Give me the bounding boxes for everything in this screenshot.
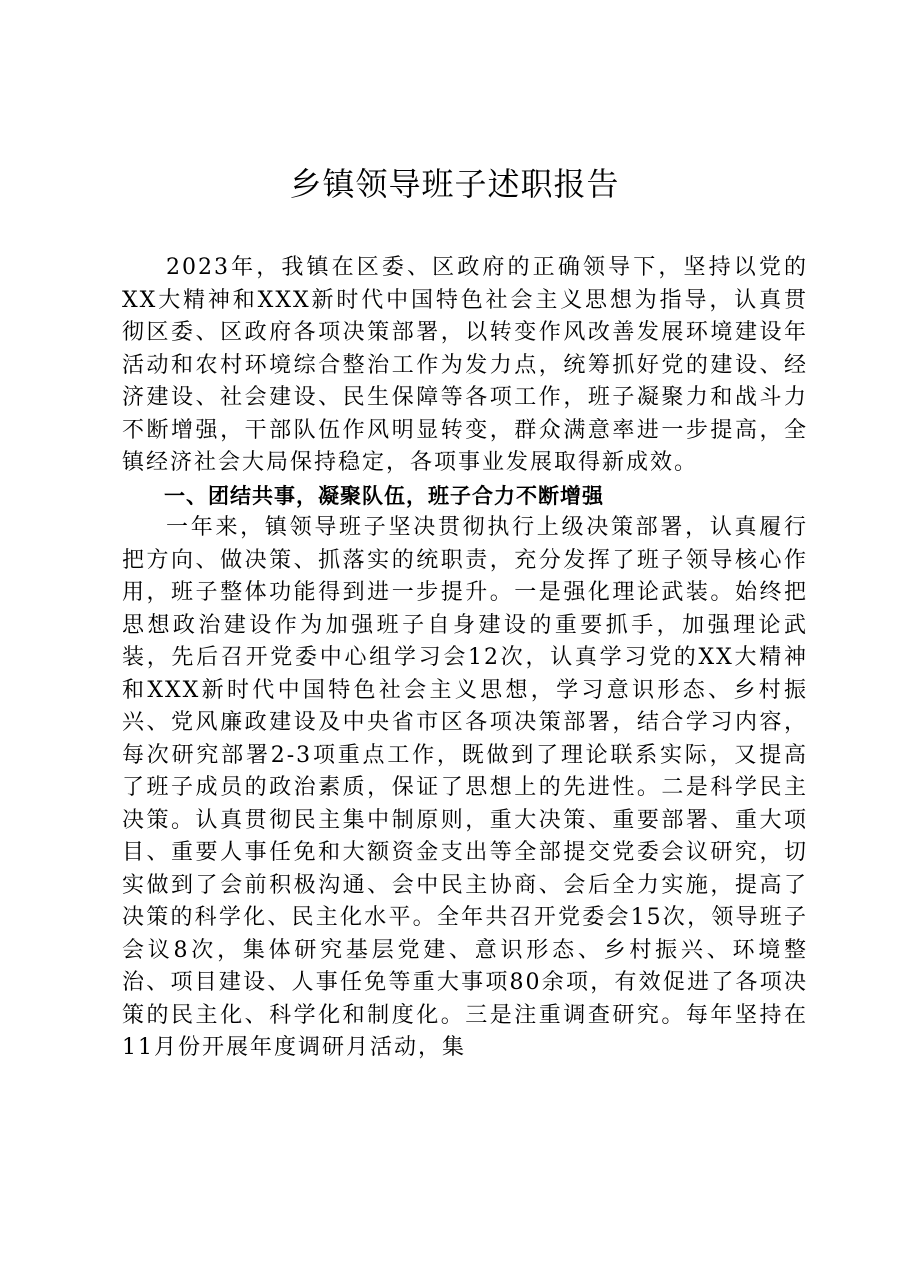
section-paragraph: 一年来，镇领导班子坚决贯彻执行上级决策部署，认真履行把方向、做决策、抓落实的统职责，充分发挥了班子领导核心作用，班子整体功能得到进一步提升。一是强化理论武装。始终把思想政治建设作为加强班子自身建设的重要抓手，加强理论武装，先后召开党委中心组学习会12次，认真学习党的XX大精神和XXX新时代中国特色社会主义思想，学习意识形态、乡村振兴、党风廉政建设及中央省市区各项决策部署，结合学习内容，每次研究部署2-3项重点工作，既做到了理论联系实际，又提高了班子成员的政治素质，保证了思想上的先进性。二是科学民主决策。认真贯彻民主集中制原则，重大决策、重要部署、重大项目、重要人事任免和大额资金支出等全部提交党委会议研究，切实做到了会前积极沟通、会中民主协商、会后全力实施，提高了决策的科学化、民主化水平。全年共召开党委会15次，领导班子会议8次，集体研究基层党建、意识形态、乡村振兴、环境整治、项目建设、人事任免等重大事项80余项，有效促进了各项决策的民主化、科学化和制度化。三是注重调查研究。每年坚持在11月份开展年度调研月活动，集: [122, 515, 808, 1060]
document-title: 乡镇领导班子述职报告: [289, 165, 620, 203]
section-heading: 一、团结共事，凝聚队伍，班子合力不断增强: [164, 483, 604, 508]
intro-paragraph: 2023年，我镇在区委、区政府的正确领导下，坚持以党的XX大精神和XXX新时代中国特色社会主义思想为指导，认真贯彻区委、区政府各项决策部署，以转变作风改善发展环境建设年活动和农村环境综合整治工作为发力点，统筹抓好党的建设、经济建设、社会建设、民生保障等各项工作，班子凝聚力和战斗力不断增强，干部队伍作风明显转变，群众满意率进一步提高，全镇经济社会大局保持稳定，各项事业发展取得新成效。: [122, 255, 808, 475]
document-body: [122, 252, 808, 1065]
